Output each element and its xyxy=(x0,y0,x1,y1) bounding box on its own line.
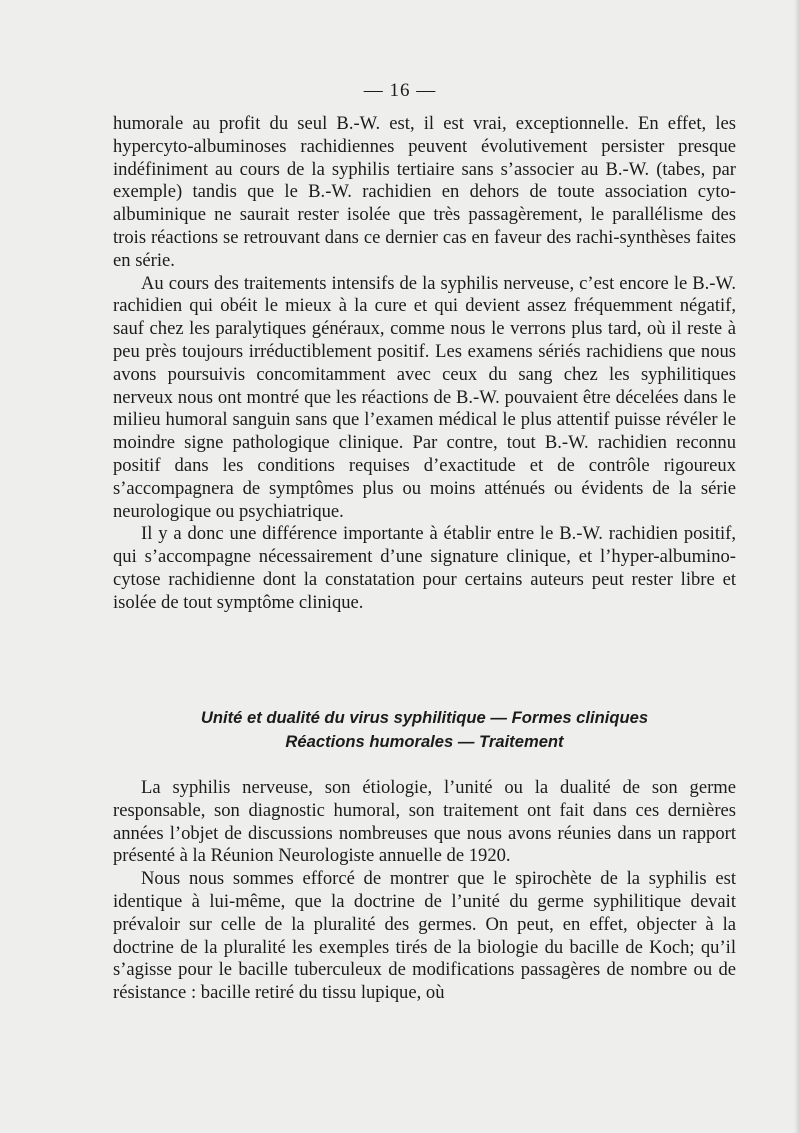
section-heading-line-2: Réactions humorales — Traitement xyxy=(285,732,564,751)
paragraph-unity-doctrine: Nous nous sommes efforcé de montrer que le spirochète de la syphilis est identique à lui-même, que la doctrine de l’unité du germe syphilitique devait prévaloir sur celle de la pluralité des germes. On peut, en effet, objecter à la doctrine de la pluralité les exemples tirés de la biologie du bacille de Koch; qu’il s’agisse pour le bacille tuberculeux de modifications passagères de nombre ou de résistance : bacille retiré du tissu lupique, où xyxy=(113,868,736,1004)
paragraph-nervous-syphilis: La syphilis nerveuse, son étiologie, l’unité ou la dualité de son germe responsable, son diagnostic humoral, son traitement ont fait dans ces dernières années l’objet de discussions nombreuses que nous avons réunies dans un rapport présenté à la Réunion Neurologiste annuelle de 1920. xyxy=(113,777,736,867)
section-heading-line-1: Unité et dualité du virus syphilitique — Formes cliniques xyxy=(200,708,649,727)
section-body-text xyxy=(113,777,736,1005)
paragraph-difference: Il y a donc une différence importante à établir entre le B.-W. rachidien positif, qui s’accompagne nécessairement d’une signature clinique, et l’hyper-albumino-cytose rachidienne dont la constatation pour certains auteurs peut rester libre et isolée de tout symptôme clinique. xyxy=(113,523,736,613)
page-edge-shadow xyxy=(794,0,800,1133)
paragraph-continuation: humorale au profit du seul B.-W. est, il est vrai, exceptionnelle. En effet, les hypercyto-albuminoses rachidiennes peuvent évolutivement persister presque indéfiniment au cours de la syphilis tertiaire sans s’associer au B.-W. (tabes, par exemple) tandis que le B.-W. rachidien en dehors de toute association cyto-albuminique ne saurait rester isolée que très passagèrement, le parallélisme des trois réactions se retrouvant dans ce dernier cas en faveur des rachi-synthèses faites en série. xyxy=(113,113,736,271)
page-number: — 16 — xyxy=(363,80,437,101)
paragraph-treatments: Au cours des traitements intensifs de la syphilis nerveuse, c’est encore le B.-W. rachidien qui obéit le mieux à la cure et qui devient assez fréquemment négatif, sauf chez les paralytiques généraux, comme nous le verrons plus tard, où il reste à peu près toujours irréductiblement positif. Les examens sériés rachidiens que nous avons poursuivis concomitamment avec ceux du sang chez les syphilitiques nerveux nous ont montré que les réactions de B.-W. pouvaient être décelées dans le milieu humoral sanguin sans que l’examen médical le plus attentif puisse révéler le moindre signe pathologique clinique. Par contre, tout B.-W. rachidien reconnu positif dans les conditions requises d’exactitude et de contrôle rigoureux s’accompagnera de symptômes plus ou moins atténués ou évidents de la série neurologique ou psychiatrique. xyxy=(113,272,736,522)
body-text-top xyxy=(113,113,736,615)
